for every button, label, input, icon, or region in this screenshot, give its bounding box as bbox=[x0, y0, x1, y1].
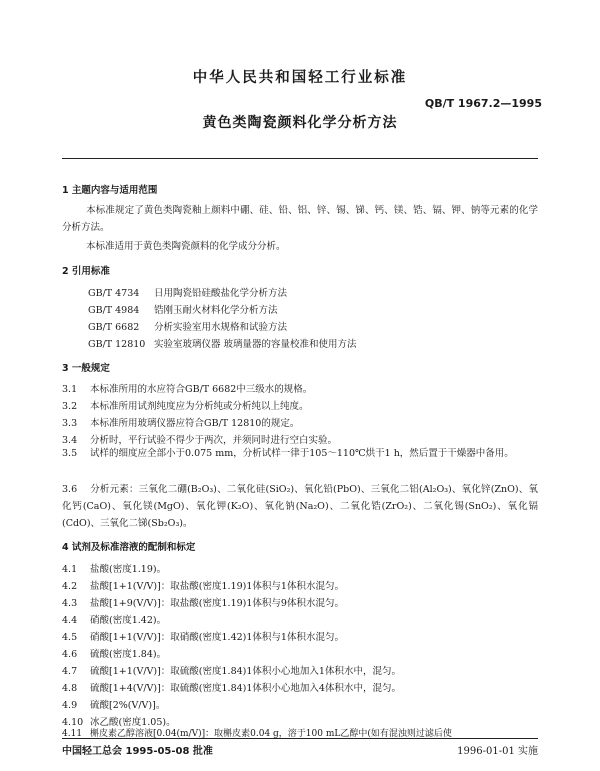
clause-item: 4.9 硫酸[2%(V/V)]。 bbox=[62, 700, 166, 711]
document-title: 黄色类陶瓷颜料化学分析方法 bbox=[202, 115, 398, 131]
section-4-heading: 4 试剂及标准溶液的配制和标定 bbox=[62, 542, 196, 553]
section-1-paragraph-2: 本标准适用于黄色类陶瓷颜料的化学成分分析。 bbox=[86, 241, 286, 252]
clause-item: 4.5 硝酸[1+1(V/V)]：取硝酸(密度1.42)1体积与1体积水混匀。 bbox=[62, 632, 344, 643]
clause-item: 3.3 本标准所用玻璃仪器应符合GB/T 12810的规定。 bbox=[62, 418, 300, 429]
clause-item: 3.1 本标准所用的水应符合GB/T 6682中三级水的规格。 bbox=[62, 384, 313, 395]
header-rule bbox=[62, 158, 538, 159]
section-1-heading: 1 主题内容与适用范围 bbox=[62, 185, 158, 196]
clause-item: 4.2 盐酸[1+1(V/V)]：取盐酸(密度1.19)1体积与1体积水混匀。 bbox=[62, 581, 344, 592]
footer-rule bbox=[62, 738, 538, 739]
clause-item: 4.7 硫酸[1+1(V/V)]：取硫酸(密度1.84)1体积小心地加入1体积水中，混匀。 bbox=[62, 666, 401, 677]
section-3-heading: 3 一般规定 bbox=[62, 363, 110, 374]
clause-item: 3.2 本标准所用试剂纯度应为分析纯或分析纯以上纯度。 bbox=[62, 401, 309, 412]
reference-item: GB/T 6682 分析实验室用水规格和试验方法 bbox=[88, 322, 288, 333]
section-1-paragraph-1: 本标准规定了黄色类陶瓷釉上颜料中硼、硅、铅、铝、锌、锡、锑、钙、镁、锆、镉、钾、钠等元素的化学分析方法。 bbox=[62, 205, 538, 233]
clause-item: 3.5 试样的细度应全部小于0.075 mm，分析试样一律于105～110℃烘干1 h，然后置于干燥器中备用。 bbox=[62, 448, 514, 459]
clause-item: 4.11 槲皮素乙醇溶液[0.04(m/V)]：取槲皮素0.04 g，溶于100 mL乙醇中(如有混浊则过滤后使 bbox=[62, 729, 452, 739]
clause-item: 4.6 硫酸(密度1.84)。 bbox=[62, 649, 167, 660]
section-2-heading: 2 引用标准 bbox=[62, 266, 110, 277]
reference-item: GB/T 4734 日用陶瓷铅硅酸盐化学分析方法 bbox=[88, 288, 288, 299]
clause-item: 3.4 分析时，平行试验不得少于两次，并须同时进行空白实验。 bbox=[62, 435, 338, 446]
clause-item: 4.10 冰乙酸(密度1.05)。 bbox=[62, 717, 176, 728]
clause-item: 4.8 硫酸[1+4(V/V)]：取硫酸(密度1.84)1体积小心地加入4体积水中，混匀。 bbox=[62, 683, 401, 694]
clause-item: 4.3 盐酸[1+9(V/V)]：取盐酸(密度1.19)1体积与9体积水混匀。 bbox=[62, 598, 344, 609]
reference-item: GB/T 12810 实验室玻璃仪器 玻璃量器的容量校准和使用方法 bbox=[88, 339, 357, 350]
issuing-organization: 中华人民共和国轻工行业标准 bbox=[192, 70, 408, 86]
clause-item: 4.1 盐酸(密度1.19)。 bbox=[62, 564, 167, 575]
standard-number: QB/T 1967.2—1995 bbox=[424, 97, 542, 110]
approval-date: 中国轻工总会 1995-05-08 批准 bbox=[62, 746, 213, 757]
clause-item: 4.4 硝酸(密度1.42)。 bbox=[62, 615, 167, 626]
reference-item: GB/T 4984 锆刚玉耐火材料化学分析方法 bbox=[88, 305, 278, 316]
clause-item: 3.6 分析元素：三氧化二硼(B₂O₃)、二氧化硅(SiO₂)、氧化铅(PbO)、三氧化二铝(Al₂O₃)、氧化锌(ZnO)、氧化钙(CaO)、氧化镁(MgO)、氧化钾(K₂O)、氧化钠(Na₂O)、二氧化锆(ZrO₂)、二氧化锡(SnO₂)、氧化镉(CdO)、三氧化二锑(Sb₂O₃)。 bbox=[62, 484, 538, 529]
implementation-date: 1996-01-01 实施 bbox=[457, 746, 538, 757]
